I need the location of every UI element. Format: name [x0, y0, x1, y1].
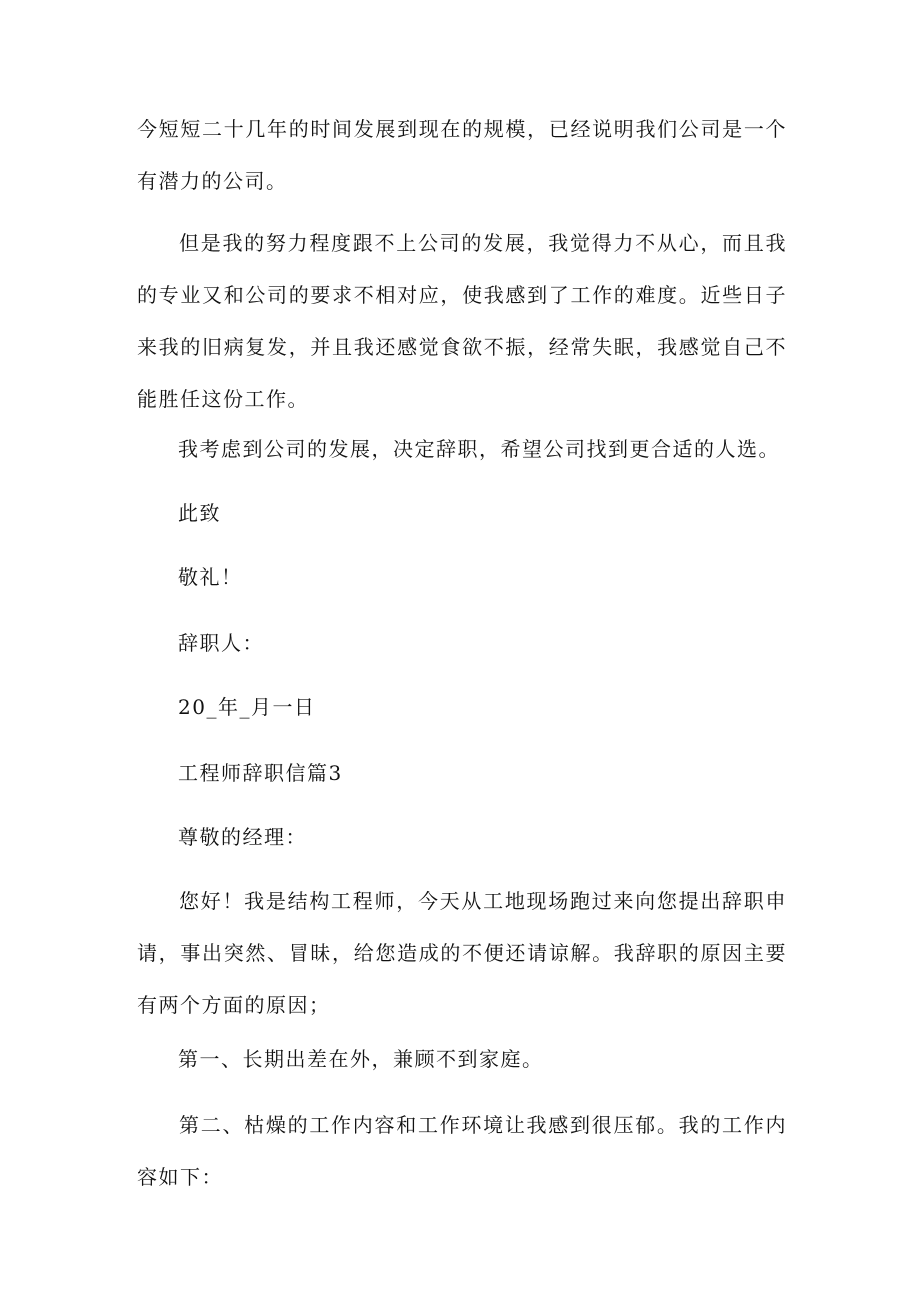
paragraph-reason-one: 第一、长期出差在外，兼顾不到家庭。 [178, 1047, 544, 1071]
closing-regards: 敬礼！ [178, 565, 243, 589]
paragraph-introduction: 您好！我是结构工程师，今天从工地现场跑过来向您提出辞职申请，事出突然、冒昧，给您造成的不便还请谅解。我辞职的原因主要有两个方面的原因； [137, 889, 787, 1017]
signature-label: 辞职人： [178, 631, 264, 655]
paragraph-reason-two: 第二、枯燥的工作内容和工作环境让我感到很压郁。我的工作内容如下： [137, 1113, 787, 1189]
closing-salutation: 此致 [178, 501, 221, 525]
paragraph-resignation-reason: 但是我的努力程度跟不上公司的发展，我觉得力不从心，而且我的专业又和公司的要求不相对应，使我感到了工作的难度。近些日子来我的旧病复发，并且我还感觉食欲不振，经常失眠，我感觉自己不能胜任这份工作。 [137, 231, 787, 411]
greeting-line: 尊敬的经理： [178, 825, 307, 849]
section-title: 工程师辞职信篇3 [178, 761, 343, 785]
date-line: 20_年_月一日 [178, 695, 316, 719]
paragraph-company-scale: 今短短二十几年的时间发展到现在的规模，已经说明我们公司是一个有潜力的公司。 [137, 117, 787, 193]
paragraph-decision: 我考虑到公司的发展，决定辞职，希望公司找到更合适的人选。 [178, 437, 780, 461]
